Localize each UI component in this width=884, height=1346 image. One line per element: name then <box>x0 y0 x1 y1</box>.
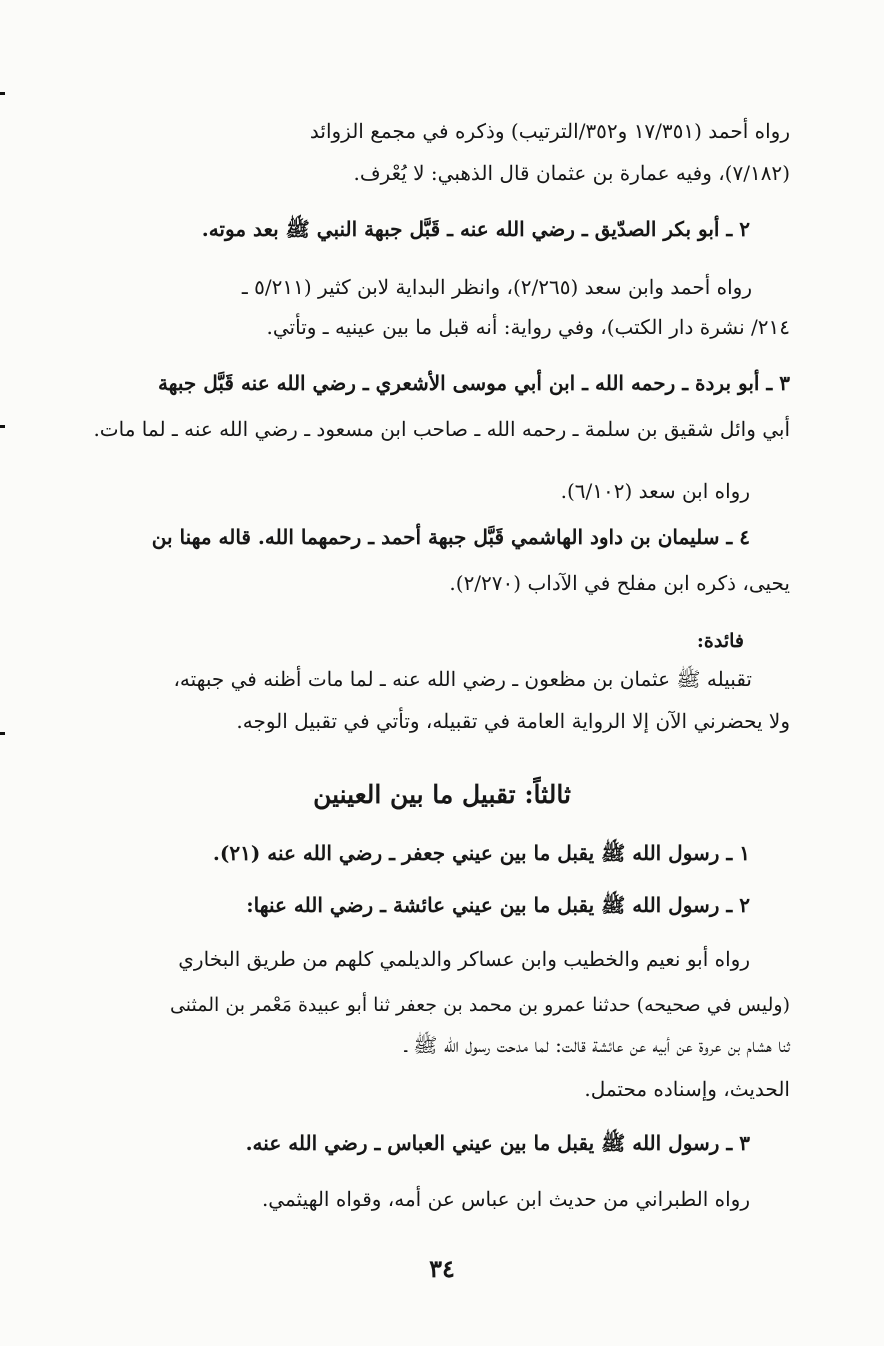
scan-margin-mark <box>0 425 5 428</box>
numbered-item-2: ٢ ـ أبو بكر الصدّيق ـ رضي الله عنه ـ قَبَّل جبهة النبي ﷺ بعد موته. <box>201 217 750 241</box>
text-line: ثنا هشام بن عروة عن أبيه عن عائشة قالت: لما مدحت رسول الله ﷺ ـ <box>404 1033 790 1057</box>
text-line: (وليس في صحيحه) حدثنا عمرو بن محمد بن جعفر ثنا أبو عبيدة مَعْمر بن المثنى <box>169 994 790 1016</box>
text-line: رواه الطبراني من حديث ابن عباس عن أمه، وقواه الهيثمي. <box>261 1187 750 1211</box>
text-line: رواه أحمد وابن سعد (٢/٢٦٥)، وانظر البداية لابن كثير (٥/٢١١ ـ <box>241 275 752 299</box>
section-item-3: ٣ ـ رسول الله ﷺ يقبل ما بين عيني العباس ـ رضي الله عنه. <box>245 1131 750 1155</box>
section-item-1: ١ ـ رسول الله ﷺ يقبل ما بين عيني جعفر ـ رضي الله عنه (٢١). <box>212 841 750 865</box>
numbered-item-3: ٣ ـ أبو بردة ـ رحمه الله ـ ابن أبي موسى الأشعري ـ رضي الله عنه قَبَّل جبهة <box>157 371 790 395</box>
text-line: أبي وائل شقيق بن سلمة ـ رحمه الله ـ صاحب ابن مسعود ـ رضي الله عنه ـ لما مات. <box>93 417 790 441</box>
scan-margin-mark <box>0 732 5 735</box>
section-item-2: ٢ ـ رسول الله ﷺ يقبل ما بين عيني عائشة ـ رضي الله عنها: <box>246 893 750 917</box>
text-line: (٧/١٨٢)، وفيه عمارة بن عثمان قال الذهبي: لا يُعْرف. <box>353 161 790 185</box>
text-line: تقبيله ﷺ عثمان بن مظعون ـ رضي الله عنه ـ لما مات أظنه في جبهته، <box>173 667 752 691</box>
text-line: يحيى، ذكره ابن مفلح في الآداب (٢/٢٧٠). <box>449 571 790 595</box>
text-line: رواه ابن سعد (٦/١٠٢). <box>560 479 750 503</box>
text-line: رواه أبو نعيم والخطيب وابن عساكر والديلمي كلهم من طريق البخاري <box>178 947 750 971</box>
note-title: فائدة: <box>696 630 744 652</box>
text-line: ٢١٤/ نشرة دار الكتب)، وفي رواية: أنه قبل ما بين عينيه ـ وتأتي. <box>266 315 790 339</box>
page-number: ٣٤ <box>429 1254 455 1283</box>
scan-margin-mark <box>0 92 5 95</box>
section-heading: ثالثاً: تقبيل ما بين العينين <box>313 780 571 809</box>
numbered-item-4: ٤ ـ سليمان بن داود الهاشمي قَبَّل جبهة أحمد ـ رحمهما الله. قاله مهنا بن <box>151 525 750 549</box>
text-line: الحديث، وإسناده محتمل. <box>584 1077 790 1101</box>
text-line: رواه أحمد (١٧/٣٥١ و٣٥٢/الترتيب) وذكره في مجمع الزوائد <box>309 119 790 143</box>
text-line: ولا يحضرني الآن إلا الرواية العامة في تقبيله، وتأتي في تقبيل الوجه. <box>236 709 790 733</box>
